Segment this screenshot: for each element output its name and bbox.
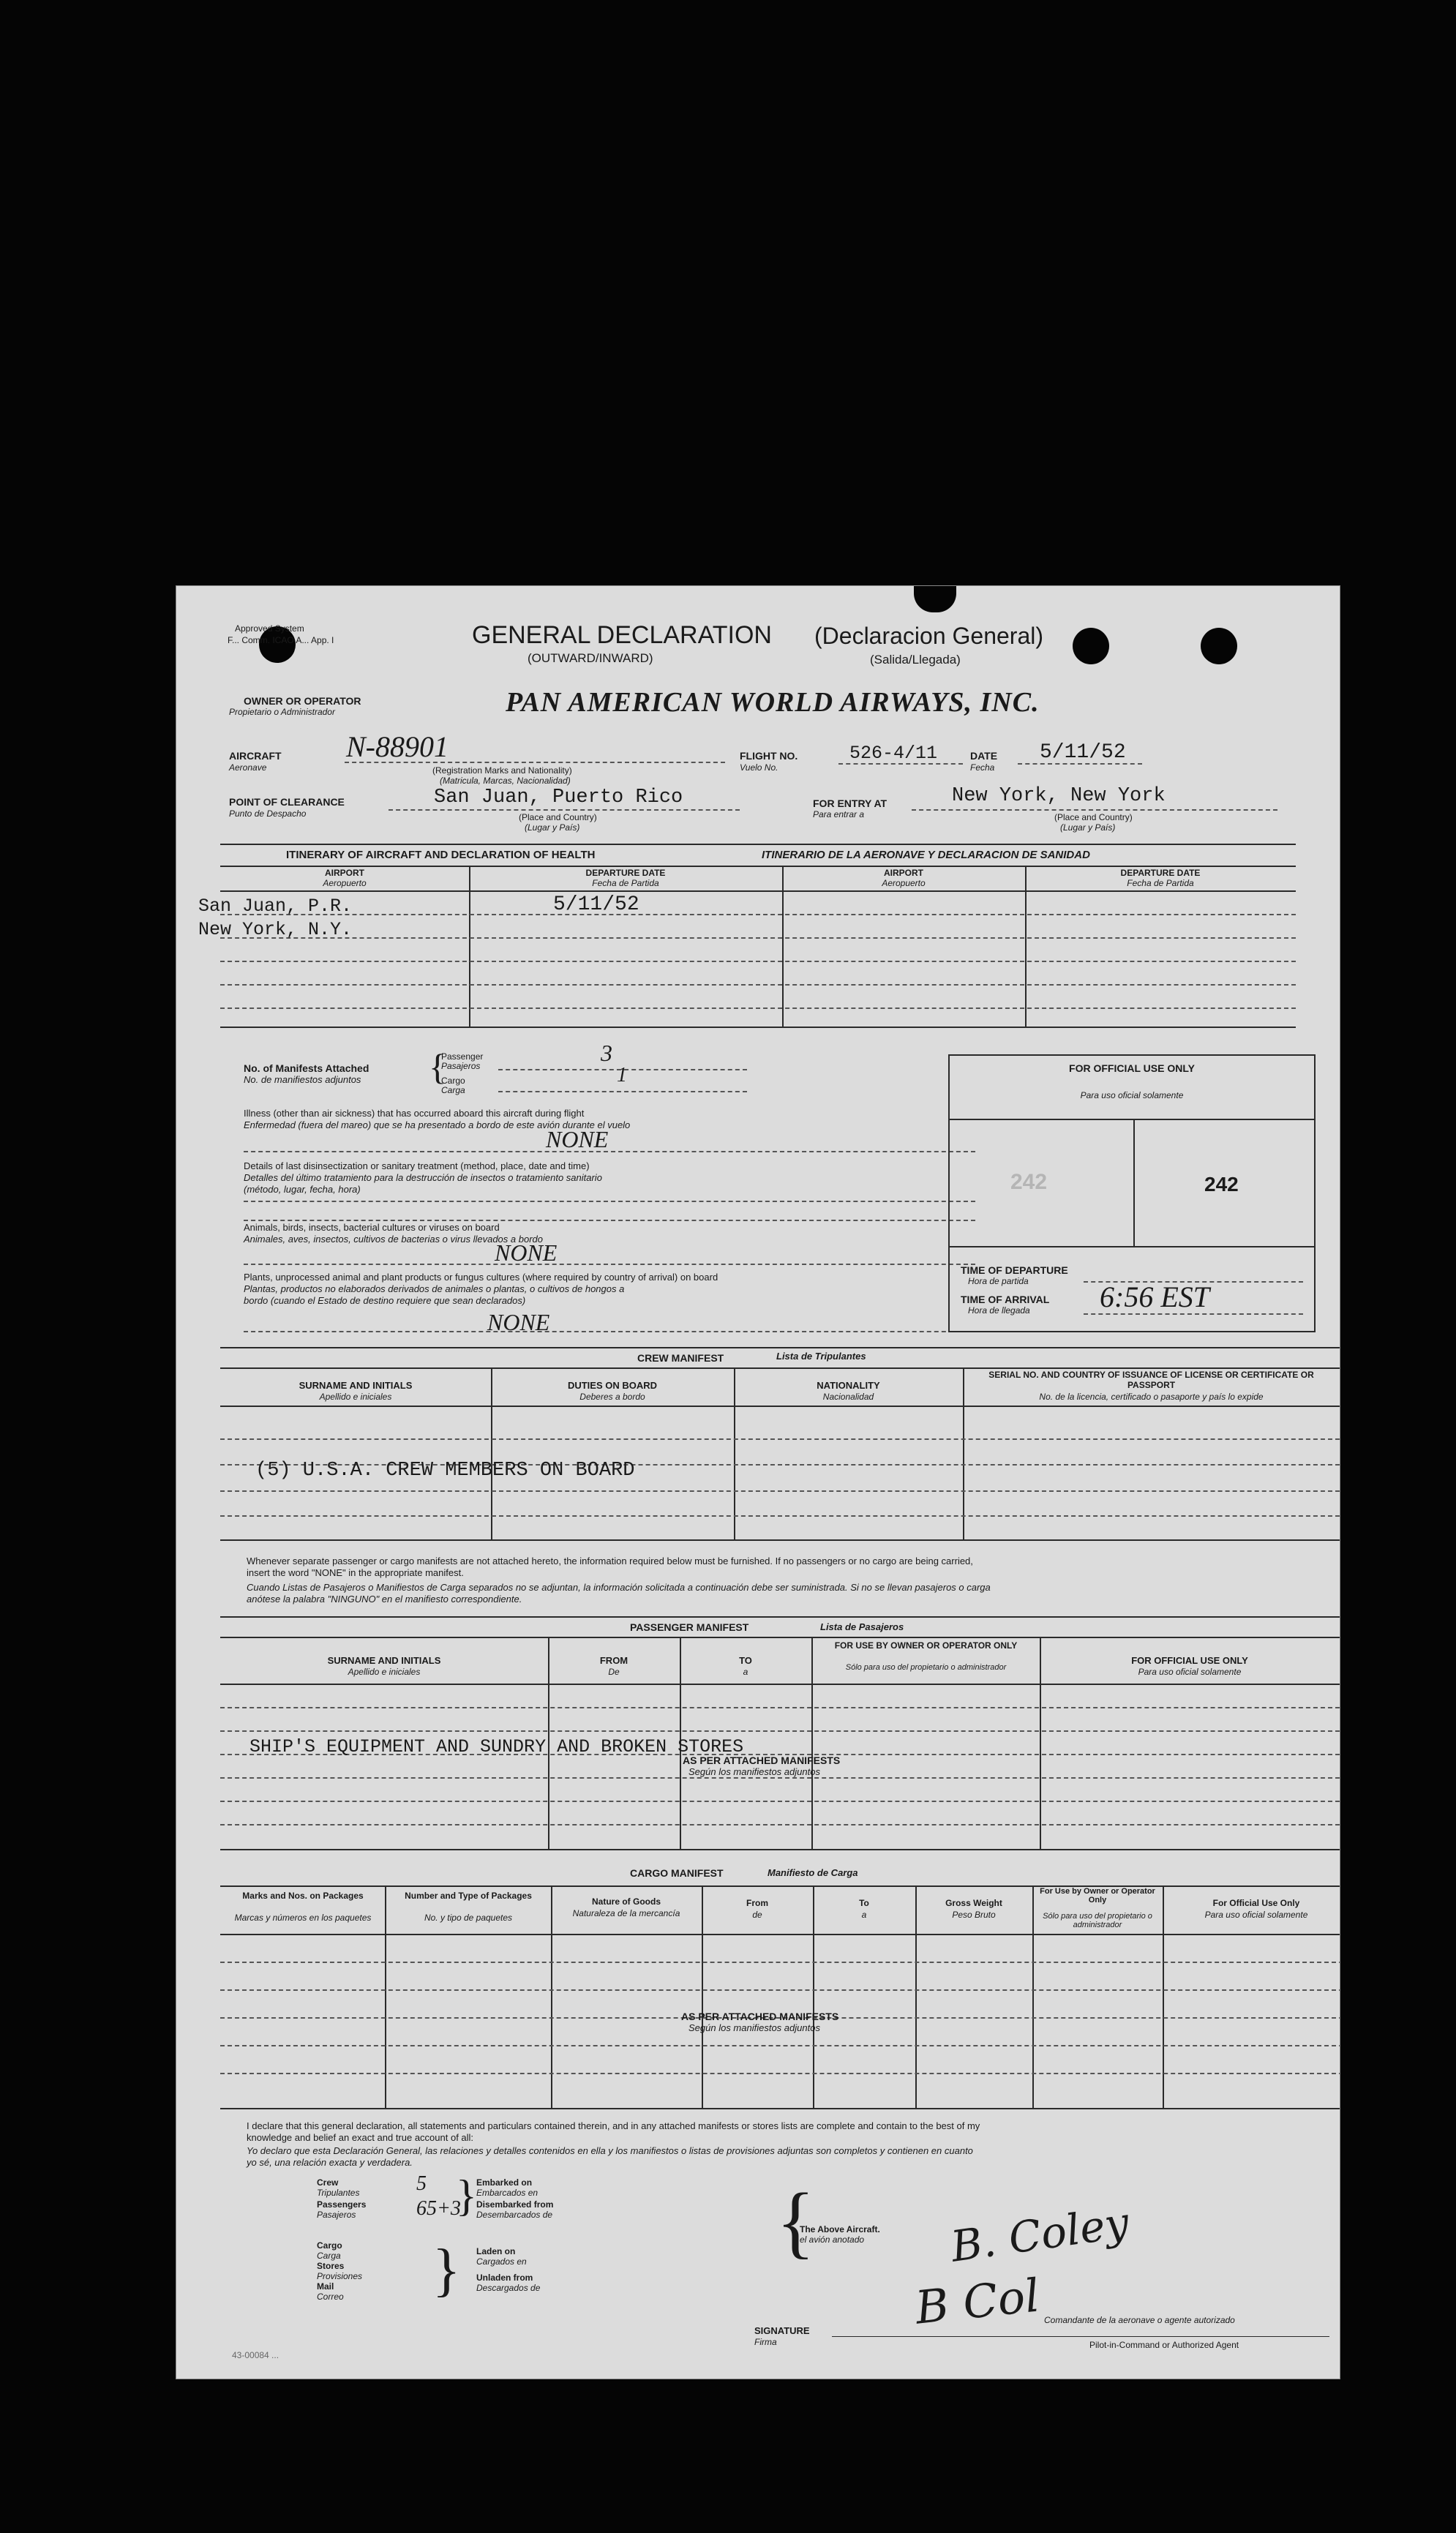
- itinerary-col-airport-es: Aeropuerto: [323, 878, 367, 888]
- flight-label: FLIGHT NO.: [740, 750, 798, 762]
- signature-label-es: Firma: [754, 2337, 777, 2347]
- decl-pass-label: Passengers: [317, 2199, 367, 2210]
- itinerary-row1-airport: San Juan, P.R.: [198, 896, 353, 917]
- declaration-es: Yo declaro que esta Declaración General, las relaciones y detalles contenidos en ella y los manifiestos o listas de provisiones adjuntas son completos y contienen en cuanto: [247, 2145, 973, 2156]
- aircraft-label-es: Aeronave: [229, 762, 267, 773]
- decl-pass-label-es: Pasajeros: [317, 2210, 356, 2220]
- itinerary-row2-airport: New York, N.Y.: [198, 919, 353, 940]
- decl-cargo-item: Cargo: [317, 2240, 342, 2251]
- form-title-sub: (OUTWARD/INWARD): [528, 651, 653, 665]
- cargo-col-weight: Gross Weight: [945, 1898, 1002, 1908]
- itinerary-col-airport: AIRPORT: [325, 868, 364, 878]
- passenger-title: PASSENGER MANIFEST: [630, 1621, 749, 1633]
- passenger-col-from: FROM: [599, 1655, 628, 1666]
- cargo-col-official: For Official Use Only: [1212, 1898, 1300, 1908]
- manifests-cargo-count: 1: [617, 1064, 627, 1087]
- entry-label-es: Para entrar a: [813, 809, 865, 819]
- declaration-en: I declare that this general declaration, all statements and particulars contained therein, and in any attached manifests or stores lists are complete and contain to the best of my: [247, 2120, 980, 2131]
- clearance-note: (Place and Country): [519, 812, 597, 822]
- crew-col-duties: DUTIES ON BOARD: [567, 1380, 658, 1391]
- cargo-col-nature: Nature of Goods: [591, 1896, 661, 1907]
- cargo-col-to: To: [859, 1898, 869, 1908]
- cargo-col-owner-es: Sólo para uso del propietario o administrador: [1043, 1912, 1152, 1930]
- itinerary-title-es: ITINERARIO DE LA AERONAVE Y DECLARACION DE SANIDAD: [762, 849, 1090, 861]
- entry-note: (Place and Country): [1054, 812, 1133, 822]
- decl-brace: }: [456, 2172, 477, 2220]
- official-title-es: Para uso oficial solamente: [1080, 1090, 1184, 1100]
- signature-handwritten: B. Coley: [947, 2197, 1132, 2272]
- decl-cargo-item: Stores: [317, 2261, 345, 2271]
- cargo-col-official-es: Para uso oficial solamente: [1204, 1910, 1308, 1920]
- crew-col-surname-es: Apellido e iniciales: [319, 1392, 392, 1402]
- decl-above-es: el avión anotado: [800, 2234, 865, 2245]
- notice-en: Whenever separate passenger or cargo manifests are not attached hereto, the information required below must be furnished. If no passengers or no cargo are being carried,: [247, 1556, 973, 1566]
- punch-hole: [1201, 628, 1237, 664]
- illness-text-es: Enfermedad (fuera del mareo) que se ha presentado a bordo de este avión durante el vuelo: [244, 1119, 631, 1130]
- decl-embarked-es: Embarcados en: [476, 2188, 539, 2198]
- approval-line-1: Approved System: [235, 623, 304, 634]
- disinsect-text-es-2: (método, lugar, fecha, hora): [244, 1184, 361, 1195]
- passenger-col-from-es: De: [608, 1667, 620, 1677]
- passenger-col-to: TO: [739, 1655, 752, 1666]
- manifests-passenger-es: Pasajeros: [441, 1061, 481, 1071]
- animals-text-es: Animales, aves, insectos, cultivos de bacterias o virus llevados a bordo: [244, 1234, 543, 1245]
- official-title: FOR OFFICIAL USE ONLY: [1069, 1062, 1195, 1074]
- clearance-note-es: (Lugar y País): [525, 822, 580, 833]
- itinerary-row1-date: 5/11/52: [553, 893, 639, 916]
- crew-col-license-es: No. de la licencia, certificado o pasaporte y país lo expide: [1039, 1392, 1264, 1402]
- flight-label-es: Vuelo No.: [740, 762, 778, 773]
- arrival-time-label-es: Hora de llegada: [968, 1305, 1030, 1316]
- plants-text-es: Plantas, productos no elaborados derivados de animales o plantas, o cultivos de hongos a: [244, 1283, 625, 1294]
- signature-label: SIGNATURE: [754, 2325, 810, 2336]
- date-value: 5/11/52: [1040, 741, 1126, 764]
- cargo-col-marks-es: Marcas y números en los paquetes: [234, 1913, 372, 1923]
- torn-notch: [914, 585, 956, 612]
- passenger-col-owner-es: Sólo para uso del propietario o administrador: [845, 1663, 1007, 1672]
- passenger-stamp-es: Según los manifiestos adjuntos: [688, 1766, 820, 1777]
- cargo-col-marks: Marks and Nos. on Packages: [242, 1891, 364, 1901]
- commander-label: Pilot-in-Command or Authorized Agent: [1089, 2340, 1239, 2350]
- owner-label-es: Propietario o Administrador: [229, 707, 335, 717]
- decl-unladen-es: Descargados de: [476, 2283, 541, 2293]
- notice-es-2: anótese la palabra "NINGUNO" en el manifiesto correspondiente.: [247, 1594, 522, 1605]
- decl-unladen: Unladen from: [476, 2273, 533, 2283]
- crew-col-nationality: NATIONALITY: [817, 1380, 880, 1391]
- notice-es: Cuando Listas de Pasajeros o Manifiestos de Carga separados no se adjuntan, la información solicitada a continuación debe ser suministrada. Si no se llevan pasajeros o carga: [247, 1582, 991, 1593]
- plants-text: Plants, unprocessed animal and plant products or fungus cultures (where required by country of arrival) on board: [244, 1272, 718, 1283]
- plants-text-es-2: bordo (cuando el Estado de destino requiere que sean declarados): [244, 1295, 526, 1306]
- passenger-col-official-es: Para uso oficial solamente: [1138, 1667, 1242, 1677]
- animals-text: Animals, birds, insects, bacterial cultures or viruses on board: [244, 1222, 500, 1233]
- decl-cargo-item: Carga: [317, 2251, 341, 2261]
- manifests-cargo-es: Carga: [441, 1085, 465, 1095]
- passenger-entry: SHIP'S EQUIPMENT AND SUNDRY AND BROKEN STORES: [249, 1736, 744, 1757]
- decl-crew-count: 5: [416, 2172, 427, 2195]
- decl-cargo-item: Mail: [317, 2281, 334, 2292]
- general-declaration-form: [176, 585, 1340, 2379]
- date-label-es: Fecha: [970, 762, 995, 773]
- aircraft-note-es: (Matricula, Marcas, Nacionalidad): [440, 776, 571, 786]
- entry-note-es: (Lugar y País): [1060, 822, 1116, 833]
- crew-col-license: SERIAL NO. AND COUNTRY OF ISSUANCE OF LICENSE OR CERTIFICATE OR PASSPORT: [988, 1370, 1314, 1390]
- clearance-label: POINT OF CLEARANCE: [229, 796, 345, 808]
- itinerary-title: ITINERARY OF AIRCRAFT AND DECLARATION OF HEALTH: [286, 849, 596, 861]
- cargo-title-es: Manifiesto de Carga: [768, 1867, 858, 1878]
- cargo-col-number-es: No. y tipo de paquetes: [424, 1913, 513, 1923]
- owner-label: OWNER OR OPERATOR: [244, 695, 361, 707]
- itinerary-col-airport-es-2: Aeropuerto: [882, 878, 926, 888]
- crew-col-duties-es: Deberes a bordo: [579, 1392, 645, 1402]
- decl-above: The Above Aircraft.: [800, 2224, 880, 2234]
- cargo-stamp: AS PER ATTACHED MANIFESTS: [681, 2011, 839, 2022]
- crew-entry: (5) U.S.A. CREW MEMBERS ON BOARD: [255, 1460, 635, 1482]
- cargo-col-owner: For Use by Owner or Operator Only: [1040, 1887, 1155, 1905]
- illness-value: NONE: [546, 1126, 609, 1152]
- owner-value: PAN AMERICAN WORLD AIRWAYS, INC.: [506, 687, 1040, 718]
- decl-laden-es: Cargados en: [476, 2256, 527, 2267]
- itinerary-col-airport-2: AIRPORT: [884, 868, 923, 878]
- notice-en-2: insert the word "NONE" in the appropriate manifest.: [247, 1567, 464, 1578]
- signature-scrawl: B Col: [912, 2268, 1043, 2335]
- passenger-title-es: Lista de Pasajeros: [820, 1621, 904, 1632]
- form-title: GENERAL DECLARATION: [472, 621, 772, 649]
- cargo-title: CARGO MANIFEST: [630, 1867, 724, 1879]
- manifests-brace: {: [429, 1046, 446, 1087]
- decl-brace-2: }: [432, 2238, 461, 2303]
- passenger-col-surname: SURNAME AND INITIALS: [327, 1655, 441, 1666]
- cargo-col-number: Number and Type of Packages: [405, 1891, 532, 1901]
- cargo-stamp-es: Según los manifiestos adjuntos: [688, 2022, 820, 2033]
- commander-label-es: Comandante de la aeronave o agente autorizado: [1044, 2315, 1235, 2325]
- official-stamp-left: 242: [1010, 1170, 1048, 1194]
- entry-value: New York, New York: [952, 785, 1166, 807]
- plants-value: NONE: [487, 1309, 550, 1335]
- departure-time-label-es: Hora de partida: [968, 1276, 1029, 1286]
- manifests-label-es: No. de manifiestos adjuntos: [244, 1074, 361, 1085]
- itinerary-col-date-2: DEPARTURE DATE: [1120, 868, 1201, 878]
- passenger-col-to-es: a: [743, 1667, 748, 1677]
- clearance-value: San Juan, Puerto Rico: [434, 787, 683, 808]
- decl-disembarked: Disembarked from: [476, 2199, 554, 2210]
- crew-col-surname: SURNAME AND INITIALS: [299, 1380, 413, 1391]
- official-stamp-right: 242: [1204, 1173, 1239, 1196]
- passenger-col-official: FOR OFFICIAL USE ONLY: [1131, 1655, 1248, 1666]
- cargo-col-from: From: [746, 1898, 768, 1908]
- decl-cargo-item: Correo: [317, 2292, 344, 2302]
- manifests-passenger: Passenger: [441, 1051, 484, 1062]
- cargo-col-weight-es: Peso Bruto: [952, 1910, 996, 1920]
- decl-disembarked-es: Desembarcados de: [476, 2210, 553, 2220]
- punch-hole: [1073, 628, 1109, 664]
- date-label: DATE: [970, 750, 998, 762]
- decl-crew-label-es: Tripulantes: [317, 2188, 360, 2198]
- crew-title-es: Lista de Tripulantes: [776, 1351, 866, 1362]
- passenger-col-owner: FOR USE BY OWNER OR OPERATOR ONLY: [834, 1640, 1018, 1651]
- aircraft-label: AIRCRAFT: [229, 750, 282, 762]
- manifests-label: No. of Manifests Attached: [244, 1062, 369, 1074]
- crew-title: CREW MANIFEST: [637, 1352, 724, 1364]
- animals-value: NONE: [495, 1239, 558, 1266]
- decl-pass-count: 65+3: [416, 2197, 461, 2220]
- cargo-col-to-es: a: [861, 1910, 867, 1920]
- decl-brace-3: {: [776, 2177, 815, 2266]
- passenger-stamp: AS PER ATTACHED MANIFESTS: [683, 1755, 841, 1766]
- flight-value: 526-4/11: [849, 743, 938, 764]
- entry-label: FOR ENTRY AT: [813, 798, 888, 809]
- manifests-cargo: Cargo: [441, 1076, 465, 1086]
- declaration-es-2: yo sé, una relación exacta y verdadera.: [247, 2157, 413, 2168]
- disinsect-text-es: Detalles del último tratamiento para la destrucción de insectos o tratamiento sanitario: [244, 1172, 602, 1183]
- itinerary-col-date-es-2: Fecha de Partida: [1127, 878, 1194, 888]
- form-footer-code: 43-00084 ...: [232, 2350, 279, 2360]
- illness-text: Illness (other than air sickness) that has occurred aboard this aircraft during flight: [244, 1108, 585, 1119]
- disinsect-text: Details of last disinsectization or sanitary treatment (method, place, date and time): [244, 1160, 590, 1171]
- itinerary-col-date: DEPARTURE DATE: [585, 868, 666, 878]
- cargo-col-nature-es: Naturaleza de la mercancía: [572, 1908, 680, 1918]
- itinerary-col-date-es: Fecha de Partida: [592, 878, 659, 888]
- aircraft-note: (Registration Marks and Nationality): [432, 765, 572, 776]
- crew-col-nationality-es: Nacionalidad: [822, 1392, 874, 1402]
- departure-time-label: TIME OF DEPARTURE: [961, 1264, 1068, 1276]
- aircraft-value: N-88901: [346, 730, 449, 763]
- manifests-passenger-count: 3: [601, 1040, 612, 1066]
- cargo-col-from-es: de: [752, 1910, 762, 1920]
- passenger-col-surname-es: Apellido e iniciales: [348, 1667, 421, 1677]
- form-title-es: (Declaracion General): [814, 623, 1044, 649]
- arrival-time-label: TIME OF ARRIVAL: [961, 1294, 1050, 1305]
- decl-cargo-item: Provisiones: [317, 2271, 363, 2281]
- declaration-en-2: knowledge and belief an exact and true account of all:: [247, 2132, 474, 2143]
- decl-laden: Laden on: [476, 2246, 516, 2256]
- approval-line-2: F... Comm. ICAO A... App. I: [228, 635, 334, 645]
- clearance-label-es: Punto de Despacho: [229, 808, 307, 819]
- decl-crew-label: Crew: [317, 2177, 339, 2188]
- decl-embarked: Embarked on: [476, 2177, 533, 2188]
- arrival-time-value: 6:56 EST: [1100, 1280, 1209, 1313]
- form-title-es-sub: (Salida/Llegada): [870, 653, 961, 667]
